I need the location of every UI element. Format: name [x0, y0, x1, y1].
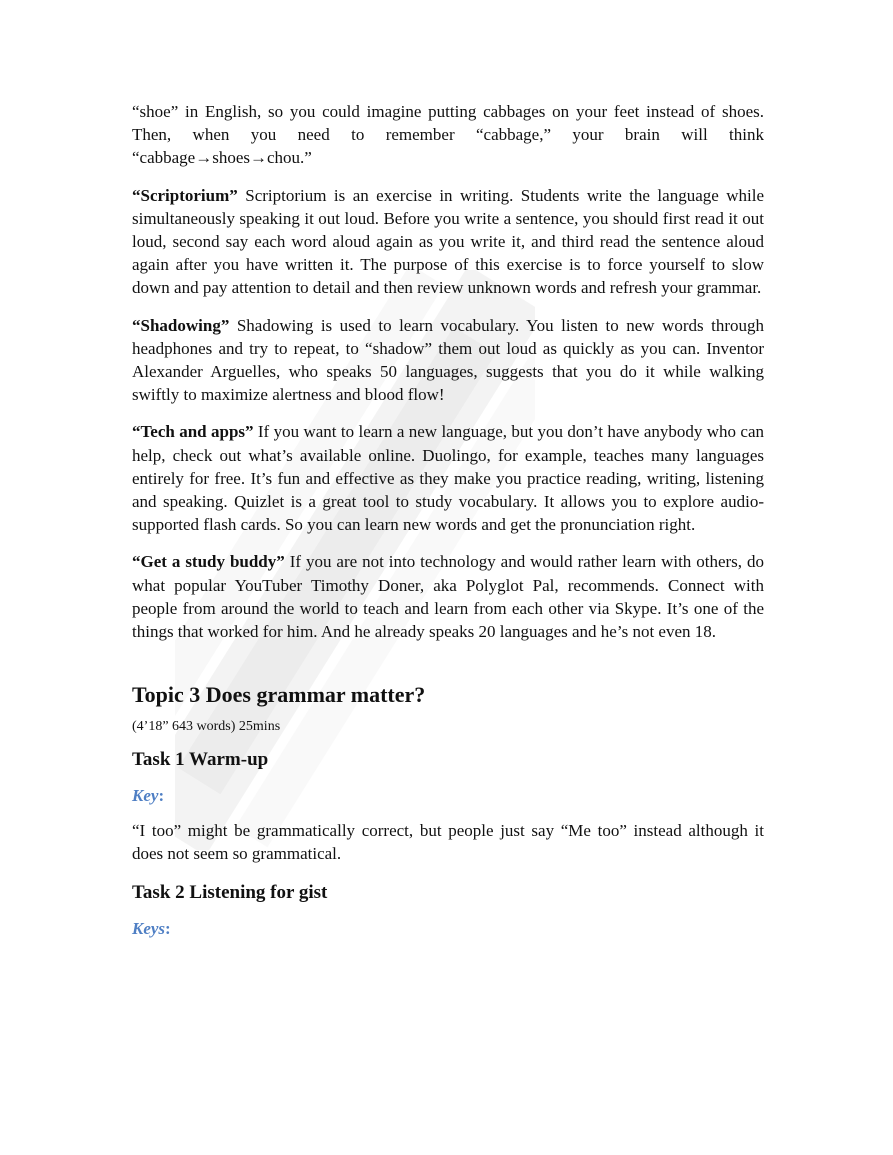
paragraph-text: “shoe” in English, so you could imagine putting cabbages on your feet instead of shoes. Then, when you need to remember “cabbage,” your brain will think “cabbage→shoes→chou.” — [132, 102, 764, 168]
paragraph-study-buddy — [132, 550, 764, 643]
term-shadowing: “Shadowing” — [132, 315, 230, 335]
key-label-text: Key — [132, 786, 159, 806]
paragraph-text: Shadowing is used to learn vocabulary. You listen to new words through headphones and try to repeat, to “shadow” them out loud as quickly as you can. Inventor Alexander Arguelles, who speaks 50 languages, suggests that you do it while walking swiftly to maximize alertness and blood flow! — [132, 315, 764, 405]
paragraph-text: Scriptorium is an exercise in writing. Students write the language while simultaneously speaking it out loud. Before you write a sentence, you should first read it out loud, second say each word aloud again as you write it, and third read the sentence aloud again after you have written it. The purpose of this exercise is to force yourself to slow down and pay attention to detail and then review unknown words and refresh your grammar. — [132, 185, 764, 298]
term-study-buddy: “Get a study buddy” — [132, 552, 285, 572]
paragraph-tech-and-apps — [132, 420, 764, 536]
paragraph-cabbage — [132, 100, 764, 170]
term-scriptorium: “Scriptorium” — [132, 185, 238, 205]
term-tech-and-apps: “Tech and apps” — [132, 422, 254, 442]
key-label-text: Keys — [132, 918, 166, 938]
task2-heading: Task 2 Listening for gist — [132, 881, 328, 903]
task2-key-label — [132, 918, 764, 940]
paragraph-text: If you want to learn a new language, but you don’t have anybody who can help, check out what’s available online. Duolingo, for example, teaches many languages entirely for free. It’s fun and effective as they make you practice reading, writing, listening and speaking. Quizlet is a great tool to study vocabulary. It allows you to explore audio-supported flash cards. So you can learn new words and get the pronunciation right. — [132, 422, 764, 535]
paragraph-shadowing — [132, 314, 764, 407]
topic-meta: (4’18” 643 words) 25mins — [132, 719, 281, 735]
document-page — [132, 100, 764, 952]
task1-heading: Task 1 Warm-up — [132, 749, 269, 771]
paragraph-text: If you are not into technology and would rather learn with others, do what popular YouTuber Timothy Doner, aka Polyglot Pal, recommends. Connect with people from around the world to teach and learn from each other via Skype. It’s one of the things that worked for him. And he already speaks 20 languages and he’s not even 18. — [132, 552, 764, 642]
key-colon: : — [158, 786, 165, 806]
key-colon: : — [165, 918, 171, 938]
task1-answer: “I too” might be grammatically correct, but people just say “Me too” instead although it does not seem so grammatical. — [132, 821, 764, 864]
task1-key-label — [132, 785, 764, 807]
paragraph-scriptorium — [132, 184, 764, 300]
topic-heading: Topic 3 Does grammar matter? — [132, 682, 426, 708]
